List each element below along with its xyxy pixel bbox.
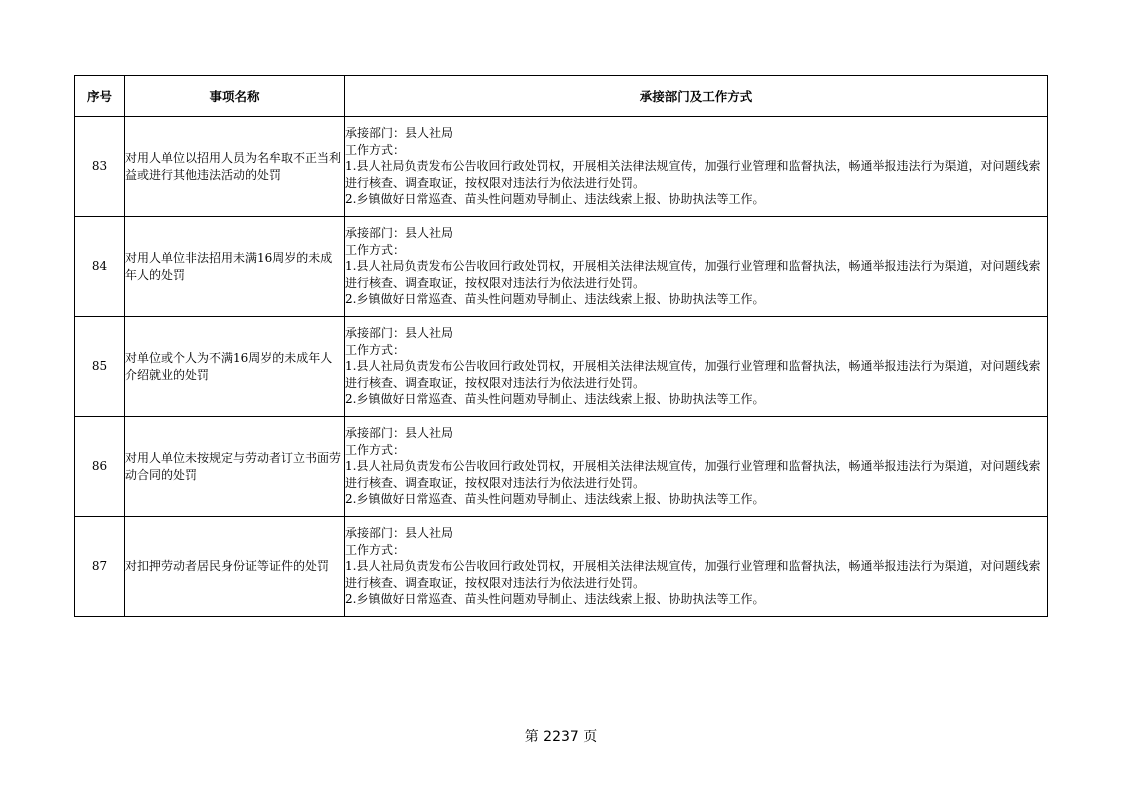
- row-item-name: 对用人单位未按规定与劳动者订立书面劳动合同的处罚: [125, 417, 345, 517]
- dept-line: 工作方式：: [345, 242, 406, 257]
- dept-line: 承接部门：县人社局: [345, 326, 454, 341]
- header-serial-number: 序号: [75, 76, 125, 117]
- table-row: [75, 117, 1048, 217]
- page-number: 第 2237 页: [524, 729, 598, 745]
- row-item-name: 对用人单位非法招用未满16周岁的未成年人的处罚: [125, 217, 345, 317]
- dept-line: 1.县人社局负责发布公告收回行政处罚权，开展相关法律法规宣传，加强行业管理和监督执法，畅通举报违法行为渠道，对问题线索进行核查、调查取证，按权限对违法行为依法进行处罚。: [345, 259, 1041, 290]
- dept-line: 1.县人社局负责发布公告收回行政处罚权，开展相关法律法规宣传，加强行业管理和监督执法，畅通举报违法行为渠道，对问题线索进行核查、调查取证，按权限对违法行为依法进行处罚。: [345, 559, 1041, 590]
- header-department-and-method: 承接部门及工作方式: [345, 76, 1048, 117]
- row-item-name: 对扣押劳动者居民身份证等证件的处罚: [125, 517, 345, 617]
- header-item-name: 事项名称: [125, 76, 345, 117]
- table-row: [75, 217, 1048, 317]
- row-serial-number: 85: [75, 317, 125, 417]
- dept-line: 承接部门：县人社局: [345, 426, 454, 441]
- dept-line: 1.县人社局负责发布公告收回行政处罚权，开展相关法律法规宣传，加强行业管理和监督执法，畅通举报违法行为渠道，对问题线索进行核查、调查取证，按权限对违法行为依法进行处罚。: [345, 459, 1041, 490]
- row-department-and-method: [345, 217, 1048, 317]
- dept-line: 2.乡镇做好日常巡查、苗头性问题劝导制止、违法线索上报、协助执法等工作。: [345, 392, 765, 407]
- dept-line: 1.县人社局负责发布公告收回行政处罚权，开展相关法律法规宣传，加强行业管理和监督执法，畅通举报违法行为渠道，对问题线索进行核查、调查取证，按权限对违法行为依法进行处罚。: [345, 159, 1041, 190]
- dept-line: 承接部门：县人社局: [345, 226, 454, 241]
- row-serial-number: 87: [75, 517, 125, 617]
- row-serial-number: 84: [75, 217, 125, 317]
- table-row: [75, 317, 1048, 417]
- dept-line: 工作方式：: [345, 442, 406, 457]
- table-header-row: [75, 76, 1048, 117]
- dept-line: 工作方式：: [345, 542, 406, 557]
- dept-line: 2.乡镇做好日常巡查、苗头性问题劝导制止、违法线索上报、协助执法等工作。: [345, 592, 765, 607]
- table-row: [75, 417, 1048, 517]
- dept-line: 工作方式：: [345, 342, 406, 357]
- dept-line: 2.乡镇做好日常巡查、苗头性问题劝导制止、违法线索上报、协助执法等工作。: [345, 292, 765, 307]
- dept-line: 2.乡镇做好日常巡查、苗头性问题劝导制止、违法线索上报、协助执法等工作。: [345, 492, 765, 507]
- dept-line: 1.县人社局负责发布公告收回行政处罚权，开展相关法律法规宣传，加强行业管理和监督执法，畅通举报违法行为渠道，对问题线索进行核查、调查取证，按权限对违法行为依法进行处罚。: [345, 359, 1041, 390]
- row-serial-number: 83: [75, 117, 125, 217]
- dept-line: 承接部门：县人社局: [345, 526, 454, 541]
- row-item-name: 对单位或个人为不满16周岁的未成年人介绍就业的处罚: [125, 317, 345, 417]
- items-table: [74, 75, 1048, 617]
- dept-line: 工作方式：: [345, 142, 406, 157]
- row-department-and-method: [345, 417, 1048, 517]
- row-department-and-method: [345, 117, 1048, 217]
- row-item-name: 对用人单位以招用人员为名牟取不正当利益或进行其他违法活动的处罚: [125, 117, 345, 217]
- row-department-and-method: [345, 517, 1048, 617]
- table-row: [75, 517, 1048, 617]
- dept-line: 2.乡镇做好日常巡查、苗头性问题劝导制止、违法线索上报、协助执法等工作。: [345, 192, 765, 207]
- row-serial-number: 86: [75, 417, 125, 517]
- dept-line: 承接部门：县人社局: [345, 126, 454, 141]
- row-department-and-method: [345, 317, 1048, 417]
